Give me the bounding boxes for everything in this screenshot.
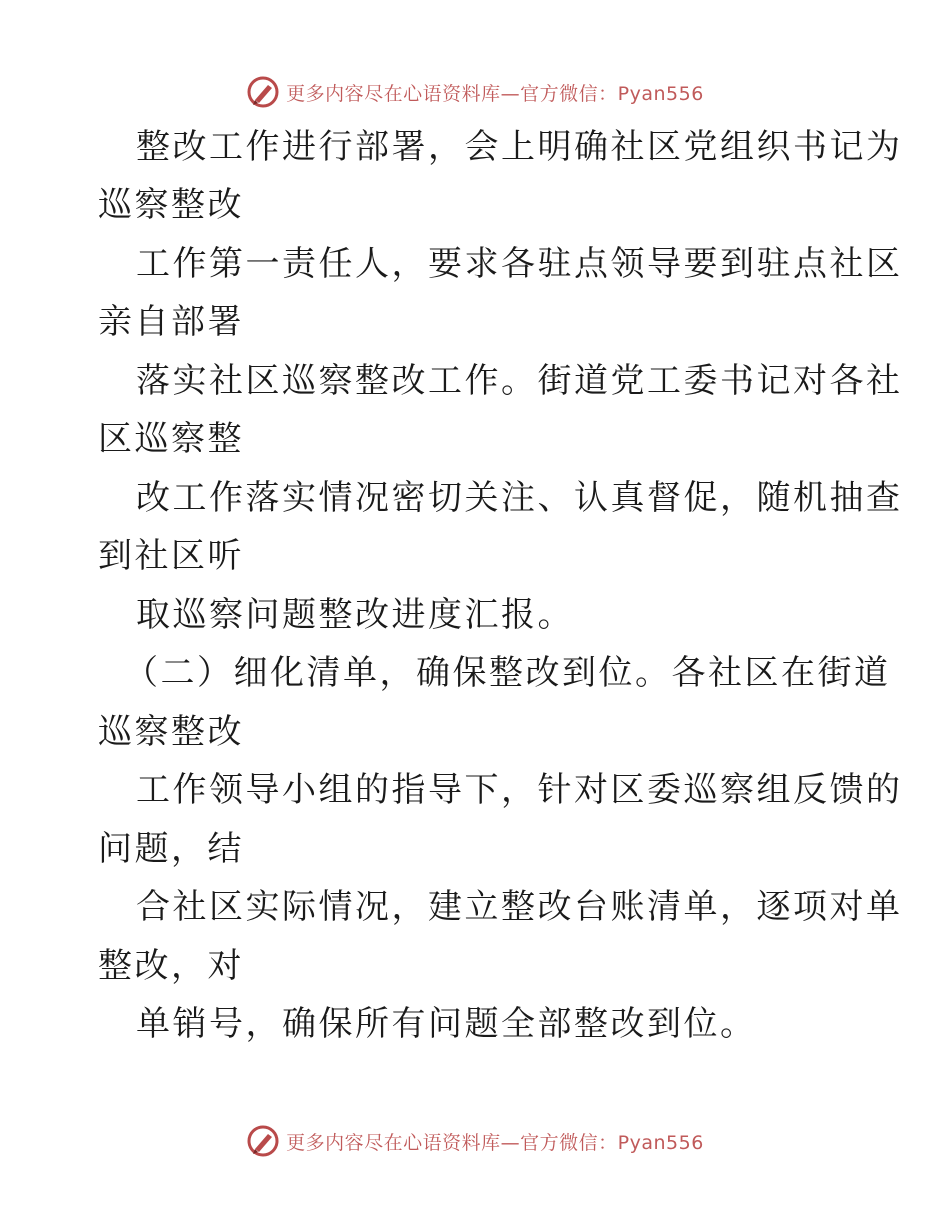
body-line: 亲自部署 <box>98 302 244 342</box>
body-line: 工作第一责任人，要求各驻点领导要到驻点社区 <box>136 244 903 284</box>
body-line: （二）细化清单，确保整改到位。各社区在街道 <box>124 653 891 693</box>
watermark-text: 更多内容尽在心语资料库—官方微信：Pyan556 <box>286 82 704 105</box>
body-line: 单销号，确保所有问题全部整改到位。 <box>136 1004 757 1044</box>
footer-watermark <box>0 1121 950 1161</box>
body-line: 落实社区巡察整改工作。街道党工委书记对各社 <box>136 361 903 401</box>
body-line: 整改，对 <box>98 946 244 986</box>
body-line: 取巡察问题整改进度汇报。 <box>136 595 574 635</box>
body-line: 合社区实际情况，建立整改台账清单，逐项对单 <box>136 887 903 927</box>
body-line: 问题，结 <box>98 829 244 869</box>
body-line: 巡察整改 <box>98 712 244 752</box>
watermark-text: 更多内容尽在心语资料库—官方微信：Pyan556 <box>286 1131 704 1154</box>
body-line: 改工作落实情况密切关注、认真督促，随机抽查 <box>136 478 903 518</box>
body-line: 巡察整改 <box>98 185 244 225</box>
body-line: 到社区听 <box>98 536 244 576</box>
pen-logo-icon <box>246 1124 280 1158</box>
body-line: 工作领导小组的指导下，针对区委巡察组反馈的 <box>136 770 903 810</box>
body-line: 整改工作进行部署，会上明确社区党组织书记为 <box>136 127 903 167</box>
body-line: 区巡察整 <box>98 419 244 459</box>
